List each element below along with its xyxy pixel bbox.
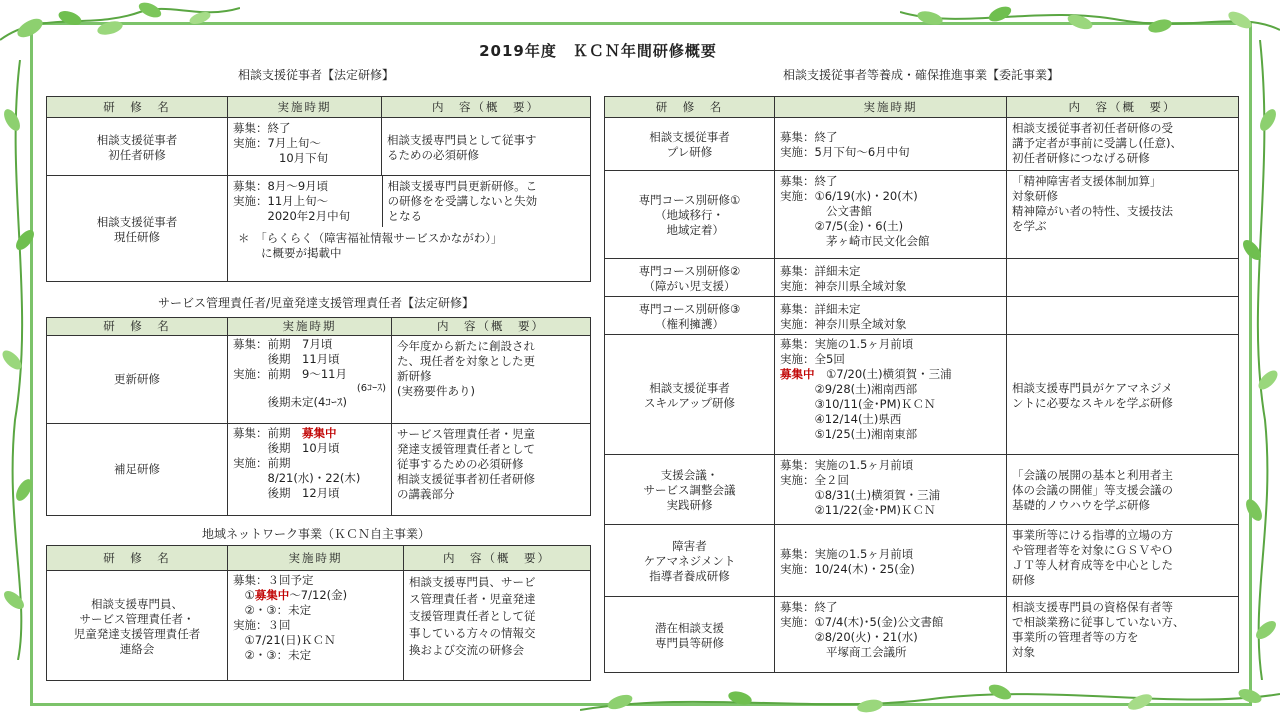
training-period: 募集：実施の1.5ヶ月前頃 実施：10/24(木)・25(金) [775, 525, 1007, 597]
training-name: 専門コース別研修③ （権利擁護） [605, 297, 775, 335]
training-period: 募集：終了 実施：7月上旬～ 10月下旬 [228, 118, 382, 176]
header-period: 実施時期 [228, 318, 392, 336]
training-content: 相談支援従事者初任者研修の受 講予定者が事前に受講し(任意)、 初任者研修につなげる研修 [1007, 118, 1239, 171]
table-row [47, 336, 591, 424]
table-row [605, 171, 1239, 259]
training-content: 相談支援専門員の資格保有者等 で相談業務に従事していない方、 事業所の管理者等の方を 対象 [1007, 597, 1239, 673]
training-content: 今年度から新たに創設され た、現任者を対象とした更 新研修 (実務要件あり) [392, 336, 591, 424]
table-consultation-legal [46, 96, 591, 282]
table-service-manager [46, 317, 591, 516]
table-row [47, 176, 591, 282]
rakuraku-note: ＊ 「らくらく（障害福祉情報サービスかながわ）」 に概要が掲載中 [238, 231, 503, 260]
header-training-name: 研 修 名 [47, 318, 228, 336]
training-content: 相談支援専門員として従事す るための必須研修 [382, 118, 591, 176]
recruiting-badge: 募集中 [302, 426, 337, 440]
table-regional-network [46, 545, 591, 681]
table-row [605, 118, 1239, 171]
training-name: 相談支援従事者 スキルアップ研修 [605, 335, 775, 455]
header-content: 内 容（概 要） [392, 318, 591, 336]
table-row [605, 455, 1239, 525]
header-content: 内 容（概 要） [382, 97, 591, 118]
training-period: 募集：前期 7月頃 後期 11月頃 実施：前期 9～11月 [233, 337, 347, 381]
training-content: 相談支援専門員更新研修。こ の研修をを受講しないと失効 となる [382, 176, 590, 227]
training-content: 相談支援専門員、サービ ス管理責任者・児童発達 支援管理責任者として従 事している方々の情報交 換および交流の研修会 [404, 571, 591, 681]
table-header-row [47, 318, 591, 336]
page-title: 2019年度 ＫＣＮ年間研修概要 [479, 42, 717, 60]
training-period: 募集：詳細未定 実施：神奈川県全域対象 [775, 297, 1007, 335]
header-content: 内 容（概 要） [404, 546, 591, 571]
training-period: 募集：詳細未定 実施：神奈川県全域対象 [775, 259, 1007, 297]
section-heading-regional-network: 地域ネットワーク事業（ＫＣＮ自主事業） [201, 527, 430, 541]
table-row [605, 525, 1239, 597]
training-name: 相談支援従事者 初任者研修 [47, 118, 228, 176]
table-row [47, 118, 591, 176]
training-course-count: (6ｺｰｽ) [356, 383, 386, 394]
training-content: 相談支援専門員がケアマネジメ ントに必要なスキルを学ぶ研修 [1007, 335, 1239, 455]
table-header-row [605, 97, 1239, 118]
training-period: 募集：8月～9月頃 実施：11月上旬～ 2020年2月中旬 [233, 179, 351, 223]
section-heading-service-manager: サービス管理責任者/児童発達支援管理責任者【法定研修】 [157, 296, 475, 310]
header-period: 実施時期 [228, 546, 404, 571]
training-name: 潜在相談支援 専門員等研修 [605, 597, 775, 673]
training-content: 「会議の展開の基本と利用者主 体の会議の開催」等支援会議の 基礎的ノウハウを学ぶ研修 [1007, 455, 1239, 525]
training-period: 募集：終了 実施：①7/4(木)･5(金)公文書館 ②8/20(火)・21(水) 平塚商工会議所 [775, 597, 1007, 673]
training-content: 事業所等にける指導的立場の方 や管理者等を対象にＧＳＶやＯ ＪＴ等人材育成等を中心とした 研修 [1007, 525, 1239, 597]
training-period: 募集：実施の1.5ヶ月前頃 実施：全5回 募集中 ①7/20(土)横須賀・三浦 ②9/28(土)湘南西部 ③10/11(金･PM)ＫＣＮ ④12/14(土)県西 ⑤1/25(土)湘南東部 [775, 335, 1007, 455]
training-name: 専門コース別研修① （地域移行・ 地域定着） [605, 171, 775, 259]
training-period: 募集：終了 実施：5月下旬～6月中旬 [775, 118, 1007, 171]
training-period: 募集：前期 募集中 後期 10月頃 実施：前期 8/21(水)・22(木) 後期 12月頃 [228, 424, 392, 516]
recruiting-badge: 募集中 [254, 588, 290, 602]
section-heading-entrusted: 相談支援従事者等養成・確保推進事業【委託事業】 [782, 68, 1059, 82]
training-name: 相談支援従事者 プレ研修 [605, 118, 775, 171]
training-content [1007, 297, 1239, 335]
header-period: 実施時期 [228, 97, 382, 118]
training-name: 相談支援従事者 現任研修 [47, 176, 228, 282]
header-training-name: 研 修 名 [47, 546, 228, 571]
training-name: 障害者 ケアマネジメント 指導者養成研修 [605, 525, 775, 597]
table-row [605, 335, 1239, 455]
training-period: 募集：３回予定 ①募集中～7/12(金) ②・③：未定 実施：３回 ①7/21(日)ＫＣＮ ②・③：未定 [228, 571, 404, 681]
table-row [605, 297, 1239, 335]
training-name: 相談支援専門員、 サービス管理責任者・ 児童発達支援管理責任者 連絡会 [47, 571, 228, 681]
table-row [605, 259, 1239, 297]
training-name: 支援会議・ サービス調整会議 実践研修 [605, 455, 775, 525]
training-content: 「精神障害者支援体制加算」 対象研修 精神障がい者の特性、支援技法 を学ぶ [1007, 171, 1239, 259]
recruiting-badge: 募集中 [780, 367, 815, 381]
table-row [47, 424, 591, 516]
table-header-row [47, 546, 591, 571]
training-content [1007, 259, 1239, 297]
header-training-name: 研 修 名 [47, 97, 228, 118]
table-entrusted [604, 96, 1239, 673]
header-content: 内 容（概 要） [1007, 97, 1239, 118]
section-heading-consultation-legal: 相談支援従事者【法定研修】 [237, 68, 394, 82]
training-period: 募集：終了 実施：①6/19(水)・20(木) 公文書館 ②7/5(金)・6(土) 茅ヶ崎市民文化会館 [775, 171, 1007, 259]
table-row [47, 571, 591, 681]
training-name: 専門コース別研修② （障がい児支援） [605, 259, 775, 297]
header-period: 実施時期 [775, 97, 1007, 118]
training-name: 補足研修 [47, 424, 228, 516]
header-training-name: 研 修 名 [605, 97, 775, 118]
table-row [605, 597, 1239, 673]
training-period-late: 後期未定(4ｺｰｽ) [233, 395, 348, 409]
training-period: 募集：実施の1.5ヶ月前頃 実施：全２回 ①8/31(土)横須賀・三浦 ②11/22(金･PM)ＫＣＮ [775, 455, 1007, 525]
table-header-row [47, 97, 591, 118]
training-name: 更新研修 [47, 336, 228, 424]
training-content: サービス管理責任者・児童 発達支援管理責任者として 従事するための必須研修 相談支援従事者初任者研修 の講義部分 [392, 424, 591, 516]
